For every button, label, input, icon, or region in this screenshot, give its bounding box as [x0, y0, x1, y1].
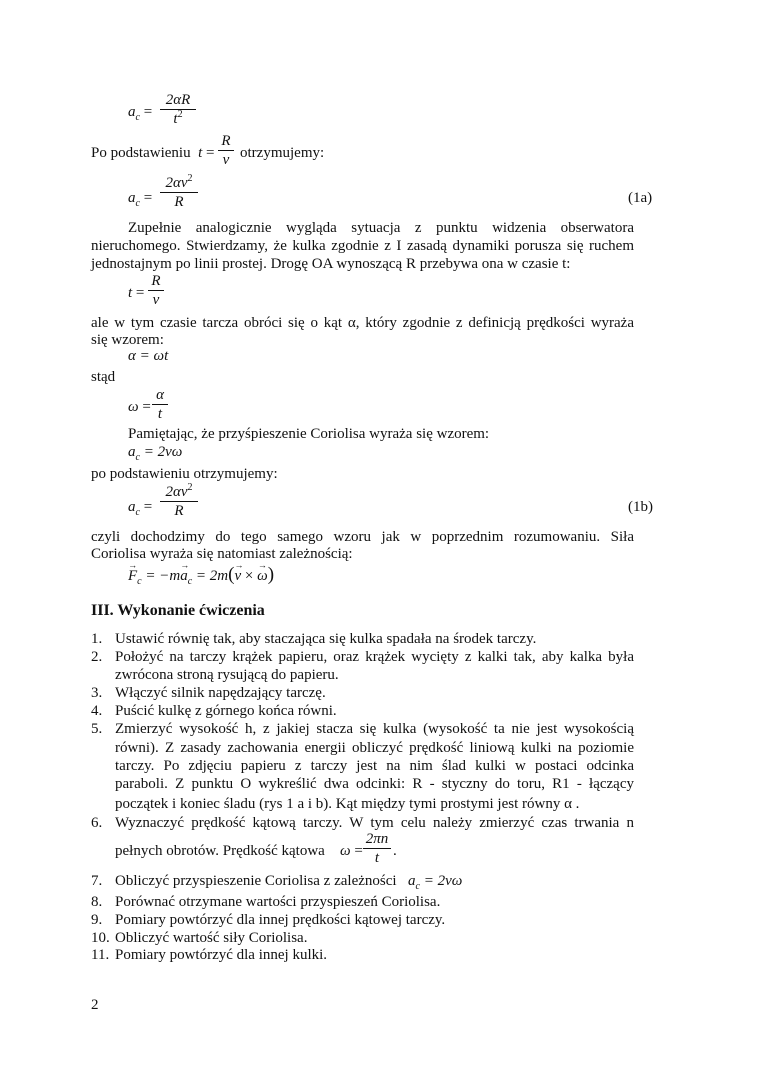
paragraph-2-line-1: ale w tym czasie tarcza obróci się o kąt α, który zgodnie z definicją prędkości wyraża [91, 315, 634, 331]
step-line: równi). Z zasady zachowania energii obliczyć prędkość liniową kulki na poziomie [115, 740, 634, 756]
step-line: paraboli. Z punktu O wykreślić dwa odcinki: R - styczny do toru, R1 - łączący [115, 776, 634, 792]
step-number: 9. [91, 912, 103, 928]
step6-formula-lhs: ω = [340, 843, 363, 859]
text-stad: stąd [91, 369, 116, 385]
step-number: 10. [91, 930, 110, 946]
step-number: 1. [91, 631, 103, 647]
formula-1a-fraction: $2\alpha v^2$ R [160, 175, 198, 210]
step-number: 2. [91, 649, 103, 665]
step-line: Pomiary powtórzyć dla innej prędkości kątowej tarczy. [115, 912, 446, 928]
paragraph-5-line-1: czyli dochodzimy do tego samego wzoru jak w poprzednim rozumowaniu. Siła [91, 529, 634, 545]
step-line: Zmierzyć wysokość h, z jakiej stacza się kulka (wysokość ta nie jest wysokością [115, 721, 634, 737]
step-number: 4. [91, 703, 103, 719]
step-line: tarczy. Po zdjęciu papieru z tarczy jest na nim ślad kulki w postaci odcinka [115, 758, 634, 774]
step-line: Pomiary powtórzyć dla innej kulki. [115, 947, 328, 963]
step-number: 3. [91, 685, 103, 701]
formula-coriolis-force: → $F_c = -m\to a_c = 2m(\to v$ × → ω) [128, 566, 274, 585]
section-heading: III. Wykonanie ćwiczenia [91, 602, 265, 619]
step-line: Obliczyć przyspieszenie Coriolisa z zależności [115, 873, 397, 889]
step-line: pełnych obrotów. Prędkość kątowa [115, 843, 325, 859]
step-line: Położyć na tarczy krążek papieru, oraz krążek wycięty z kalki tak, aby kalka była [115, 649, 634, 665]
equation-label-1a: (1a) [628, 190, 653, 206]
formula-1b-lhs: $a_c$ = [128, 499, 153, 518]
formula-t-fraction: R v [148, 273, 164, 308]
paragraph-1-line-3: jednostajnym po linii prostej. Drogę OA wynoszącą R przebywa ona w czasie t: [91, 256, 571, 272]
step-number: 7. [91, 873, 103, 889]
formula-omega-fraction: α t [152, 387, 168, 422]
step6-formula-dot: . [393, 843, 397, 859]
formula-t-lhs: t = [128, 285, 145, 301]
equation-label-1b: (1b) [628, 499, 653, 515]
substitution-tail: otrzymujemy: [240, 145, 325, 161]
paragraph-1-line-2: nieruchomego. Stwierdzamy, że kulka zgodnie z I zasadą dynamiki porusza się ruchem [91, 238, 634, 254]
formula-1b-fraction: $2\alpha v^2$ R [160, 484, 198, 519]
paragraph-2-line-2: się wzorem: [91, 332, 164, 348]
page-number: 2 [91, 997, 99, 1013]
step-line: Ustawić równię tak, aby staczająca się kulka spadała na środek tarczy. [115, 631, 537, 647]
formula-ac-fraction: 2αR $t^2$ [160, 92, 196, 127]
step-line: Wyznaczyć prędkość kątową tarczy. W tym celu należy zmierzyć czas trwania n [115, 815, 634, 831]
step-line: zwrócona stroną rysującą do papieru. [115, 667, 339, 683]
paragraph-5-line-2: Coriolisa wyraża się natomiast zależnością: [91, 546, 353, 562]
step-line: Porównać otrzymane wartości przyspieszeń Coriolisa. [115, 894, 441, 910]
substitution-text: Po podstawieniu t = [91, 145, 215, 161]
substitution-fraction: R v [218, 133, 234, 168]
step-number: 8. [91, 894, 103, 910]
formula-alpha: α = ωt [128, 348, 169, 364]
formula-ac-lhs: $a_c$ = [128, 104, 153, 123]
step-number: 11. [91, 947, 110, 963]
paragraph-4: po podstawieniu otrzymujemy: [91, 466, 278, 482]
formula-coriolis-acc: $a_c = 2v\omega$ [128, 444, 183, 463]
formula-omega-lhs: ω = [128, 399, 151, 415]
step-number: 6. [91, 815, 103, 831]
step-number: 5. [91, 721, 103, 737]
step-line: Włączyć silnik napędzający tarczę. [115, 685, 326, 701]
paragraph-1-line-1: Zupełnie analogicznie wygląda sytuacja z punktu widzenia obserwatora [128, 220, 634, 236]
paragraph-3: Pamiętając, że przyśpieszenie Coriolisa wyraża się wzorem: [128, 426, 490, 442]
step7-formula: $a_c = 2v\omega$ [408, 873, 463, 892]
step-line: Puścić kulkę z górnego końca równi. [115, 703, 337, 719]
step-line: Obliczyć wartość siły Coriolisa. [115, 930, 308, 946]
formula-1a-lhs: $a_c$ = [128, 190, 153, 209]
step6-formula-fraction: 2πn t [363, 831, 391, 866]
step-line: początek i koniec śladu (rys 1 a i b). Kąt między tymi prostymi jest równy α . [115, 796, 580, 812]
